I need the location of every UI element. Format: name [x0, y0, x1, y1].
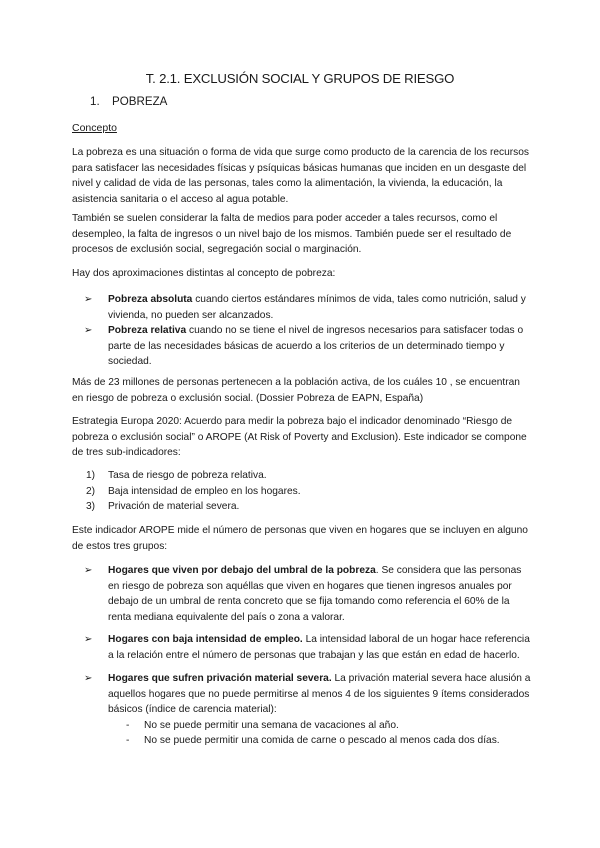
list-number: 1) — [86, 470, 96, 481]
document-title: T. 2.1. EXCLUSIÓN SOCIAL Y GRUPOS DE RIESGO — [145, 71, 455, 86]
arrow-bullet-icon: ➢ — [84, 634, 93, 645]
term: Pobreza relativa — [108, 325, 187, 336]
list-number: 2) — [86, 485, 96, 497]
list-number: 3) — [86, 501, 96, 512]
material-deprivation-items — [108, 718, 534, 749]
list-text: Baja intensidad de empleo en los hogares. — [108, 485, 301, 497]
subindicators-list — [72, 468, 534, 515]
paragraph-arope: Este indicador AROPE mide el número de personas que viven en hogares que se incluyen en alguno de estos tres grupos: — [72, 525, 528, 552]
paragraph-definition: La pobreza es una situación o forma de vida que surge como producto de la carencia de los recursos para satisfacer las necesidades físicas y psíquicas básicas humanas que inciden en un desgaste del nivel y calidad de vida de las personas, tales como la alimentación, la vivienda, la educación, la asistencia sanitaria o el acceso al agua potable. — [72, 147, 530, 205]
definition: La intensidad laboral de un hogar hace referencia a la relación entre el número de personas que trabajan y las que están en edad de hacerlo. — [108, 634, 530, 661]
dash-bullet-icon: - — [126, 719, 130, 731]
approaches-list — [72, 292, 534, 370]
arrow-bullet-icon: ➢ — [84, 294, 93, 305]
arrow-bullet-icon: ➢ — [84, 325, 93, 336]
list-item — [72, 671, 534, 749]
definition: La privación material severa hace alusión a aquellos hogares que no puede permitirse al menos 4 de los siguientes 9 ítems considerados básicos (índice de carencia material): — [108, 673, 531, 715]
paragraph-resources: También se suelen considerar la falta de medios para poder acceder a tales recursos, como el desempleo, la falta de ingresos o un nivel bajo de los mismos. También puede ser el resultado de procesos de exclusión social, segregación social o marginación. — [72, 213, 512, 255]
groups-list — [72, 563, 534, 749]
paragraph-statistics: Más de 23 millones de personas pertenecen a la población activa, de los cuáles 10 , se encuentran en riesgo de pobreza o exclusión social. (Dossier Pobreza de EAPN, España) — [72, 377, 520, 404]
dash-bullet-icon: - — [126, 735, 130, 746]
arrow-bullet-icon: ➢ — [84, 673, 93, 684]
list-item — [72, 563, 534, 625]
list-item — [108, 733, 534, 749]
paragraph-approaches-intro: Hay dos aproximaciones distintas al concepto de pobreza: — [72, 268, 336, 279]
subheading-concepto: Concepto — [72, 122, 117, 134]
definition: . Se considera que las personas en riesgo de pobreza son aquéllas que viven en hogares que tienen ingresos anuales por debajo de un umbral de renta concreto que se fija tomando como referencia el 60% de la renta mediana equivalente del país o zona a valorar. — [108, 565, 522, 623]
list-item — [108, 718, 534, 734]
definition: cuando no se tiene el nivel de ingresos necesarios para satisfacer todas o parte de las necesidades básicas de acuerdo a los criterios de un determinado tiempo y sociedad. — [108, 325, 524, 367]
section-heading — [90, 95, 167, 108]
list-text: No se puede permitir una semana de vacaciones al año. — [144, 719, 399, 731]
list-item — [72, 468, 534, 484]
list-item — [72, 632, 534, 663]
list-text: Privación de material severa. — [108, 501, 240, 512]
term: Hogares que sufren privación material severa. — [108, 673, 332, 684]
section-number: 1. — [90, 95, 100, 108]
term: Hogares con baja intensidad de empleo. — [108, 634, 303, 645]
list-text: No se puede permitir una comida de carne o pescado al menos cada dos días. — [144, 735, 500, 746]
paragraph-europa-2020: Estrategia Europa 2020: Acuerdo para medir la pobreza bajo el indicador denominado “Riesgo de pobreza o exclusión social” o AROPE (At Risk of Poverty and Exclusion). Este indicador se compone de tres sub-indicadores: — [72, 416, 527, 458]
list-item — [72, 292, 534, 323]
list-item — [72, 499, 534, 515]
list-item — [72, 484, 534, 500]
term: Pobreza absoluta — [108, 294, 193, 305]
arrow-bullet-icon: ➢ — [84, 565, 93, 576]
section-label: POBREZA — [112, 95, 168, 108]
list-item — [72, 323, 534, 370]
term: Hogares que viven por debajo del umbral de la pobreza — [108, 565, 376, 576]
definition: cuando ciertos estándares mínimos de vida, tales como nutrición, salud y vivienda, no pueden ser alcanzados. — [108, 294, 526, 321]
list-text: Tasa de riesgo de pobreza relativa. — [108, 470, 267, 481]
